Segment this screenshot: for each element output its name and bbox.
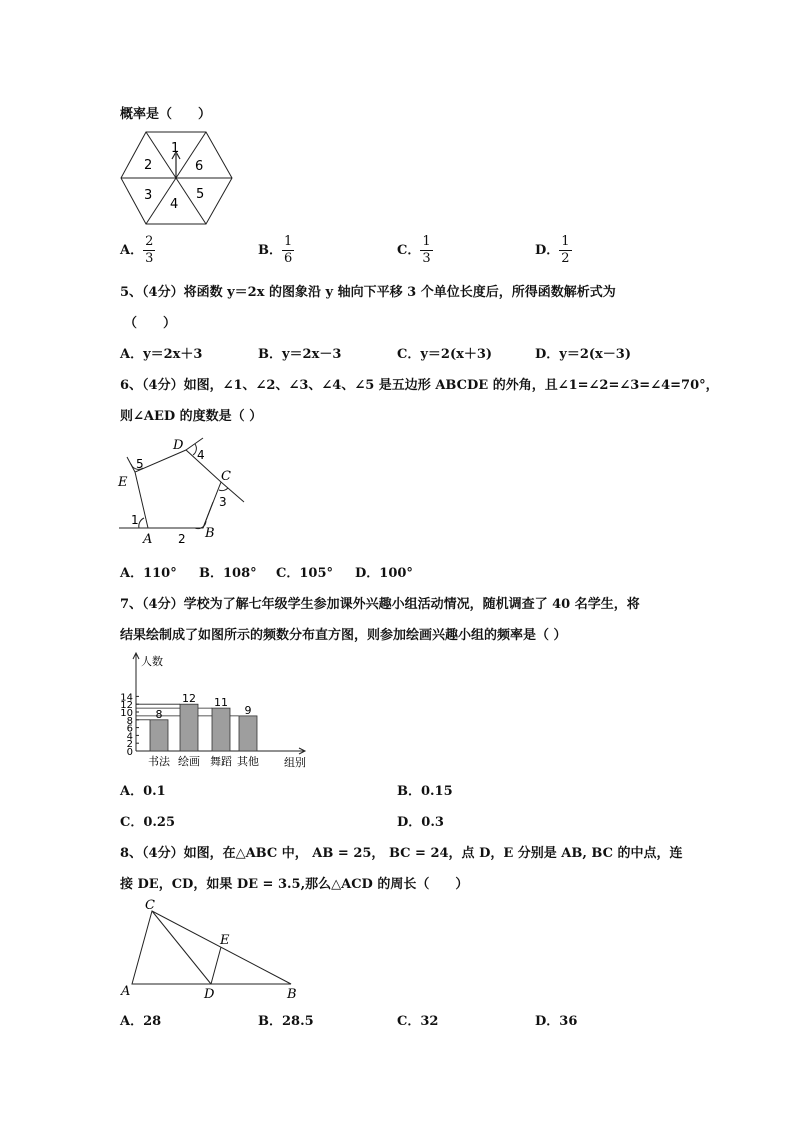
q6-text-line1: 6、（4分）如图，∠1、∠2、∠3、∠4、∠5 是五边形 ABCDE 的外角，且∠1=∠2=∠3=∠4=70°， bbox=[120, 378, 719, 393]
y-axis-label: 人数 bbox=[141, 655, 163, 668]
hex-num-4: 4 bbox=[170, 197, 179, 212]
hex-num-5: 5 bbox=[196, 187, 205, 202]
q4-text-tail: 概率是（ ） bbox=[120, 107, 212, 122]
q4-option-a[interactable]: A． $\frac{2}{3}$ bbox=[120, 234, 154, 266]
hex-num-3: 3 bbox=[144, 188, 153, 203]
q7-option-c[interactable]: C．0.25 bbox=[120, 815, 176, 830]
bar-value-label: 11 bbox=[214, 696, 228, 710]
angle-label-2: 2 bbox=[178, 532, 186, 546]
q4-option-b[interactable]: B． $\frac{1}{6}$ bbox=[258, 234, 293, 266]
pentagon-vertex-a: A bbox=[143, 532, 153, 547]
angle-label-1: 1 bbox=[131, 513, 139, 527]
bar-value-label: 12 bbox=[182, 692, 196, 706]
x-category-label: 书法 bbox=[148, 755, 170, 768]
q5-option-d[interactable]: D．y＝2(x－3) bbox=[535, 347, 631, 362]
q8-option-a[interactable]: A．28 bbox=[120, 1014, 162, 1029]
y-tick-label: 6 bbox=[126, 723, 133, 735]
q5-option-a[interactable]: A．y＝2x＋3 bbox=[120, 347, 203, 362]
x-axis-label: 组别 bbox=[284, 756, 306, 769]
triangle-vertex-d: D bbox=[204, 987, 215, 1002]
pentagon-vertex-e: E bbox=[118, 475, 128, 490]
q6-option-c[interactable]: C．105° bbox=[276, 566, 333, 581]
y-tick-label: 0 bbox=[126, 747, 133, 758]
q7-text-line2: 结果绘制成了如图所示的频数分布直方图，则参加绘画兴趣小组的频率是（ ） bbox=[120, 628, 567, 643]
pentagon-vertex-b: B bbox=[205, 526, 215, 541]
angle-label-4: 4 bbox=[197, 448, 205, 462]
triangle-vertex-a: A bbox=[121, 984, 131, 999]
pentagon-vertex-d: D bbox=[173, 438, 184, 453]
x-category-label: 舞蹈 bbox=[210, 755, 232, 768]
q7-option-b[interactable]: B．0.15 bbox=[397, 784, 453, 799]
q5-text-line1: 5、（4分）将函数 y＝2x 的图象沿 y 轴向下平移 3 个单位长度后，所得函数解析式为 bbox=[120, 285, 616, 300]
q8-option-c[interactable]: C．32 bbox=[397, 1014, 439, 1029]
q8-option-b[interactable]: B．28.5 bbox=[258, 1014, 314, 1029]
bar-绘画 bbox=[180, 704, 198, 751]
hex-num-2: 2 bbox=[144, 158, 153, 173]
hex-num-1: 1 bbox=[171, 141, 180, 156]
bar-舞蹈 bbox=[212, 708, 230, 751]
y-tick-label: 8 bbox=[126, 715, 133, 727]
q8-option-d[interactable]: D．36 bbox=[535, 1014, 578, 1029]
bar-value-label: 9 bbox=[244, 703, 252, 717]
pentagon-figure bbox=[115, 435, 250, 547]
q7-option-a[interactable]: A．0.1 bbox=[120, 784, 166, 799]
q6-option-d[interactable]: D．100° bbox=[355, 566, 413, 581]
bar-其他 bbox=[239, 716, 257, 751]
q4-option-d[interactable]: D． $\frac{1}{2}$ bbox=[535, 234, 570, 266]
y-tick-label: 2 bbox=[126, 739, 133, 751]
q8-text-line1: 8、（4分）如图，在△ABC 中， AB = 25， BC = 24，点 D，E 分别是 AB, BC 的中点，连 bbox=[120, 846, 683, 861]
triangle-vertex-c: C bbox=[145, 898, 155, 913]
bar-书法 bbox=[150, 720, 168, 751]
triangle-figure bbox=[115, 895, 305, 1003]
y-tick-label: 10 bbox=[120, 708, 133, 719]
x-category-label: 其他 bbox=[237, 755, 259, 768]
pentagon-vertex-c: C bbox=[221, 469, 231, 484]
hexagon-spinner-figure bbox=[118, 130, 236, 230]
q6-text-line2: 则∠AED 的度数是（ ） bbox=[120, 409, 263, 424]
y-tick-label: 4 bbox=[126, 731, 133, 743]
angle-label-5: 5 bbox=[136, 457, 144, 471]
q6-option-a[interactable]: A．110° bbox=[120, 566, 177, 581]
q7-option-d[interactable]: D．0.3 bbox=[397, 815, 444, 830]
q8-text-line2: 接 DE，CD，如果 DE = 3.5,那么△ACD 的周长（ ） bbox=[120, 877, 469, 892]
bar-value-label: 8 bbox=[155, 707, 163, 721]
y-tick-label: 12 bbox=[120, 700, 133, 712]
q5-option-b[interactable]: B．y＝2x－3 bbox=[258, 347, 342, 362]
angle-label-3: 3 bbox=[219, 495, 227, 509]
triangle-vertex-e: E bbox=[220, 933, 230, 948]
q5-text-line2: （ ） bbox=[124, 316, 177, 331]
q5-option-c[interactable]: C．y＝2(x＋3) bbox=[397, 347, 493, 362]
q6-option-b[interactable]: B．108° bbox=[199, 566, 257, 581]
q7-text-line1: 7、（4分）学校为了解七年级学生参加课外兴趣小组活动情况，随机调查了 40 名学生，将 bbox=[120, 597, 640, 612]
triangle-vertex-b: B bbox=[287, 987, 297, 1002]
y-tick-label: 14 bbox=[120, 692, 133, 704]
x-category-label: 绘画 bbox=[178, 755, 200, 768]
q4-option-c[interactable]: C． $\frac{1}{3}$ bbox=[397, 234, 431, 266]
hex-num-6: 6 bbox=[195, 159, 204, 174]
frequency-histogram bbox=[112, 650, 312, 772]
